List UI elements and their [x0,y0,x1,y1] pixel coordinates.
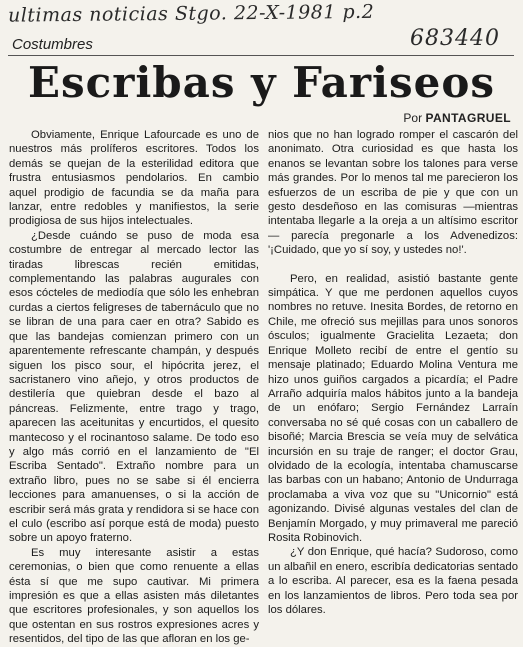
paragraph: Pero, en realidad, asistió bastante gente simpática. Y que me perdonen aquellos cuyos nombres no retuve. Inesita Bordes, de retorno en Chile, me ofreció sus mejillas para unos sonoros ósculos; igualmente Gracielita Lezaeta; don Enrique Molleto recibí de entre el gentío su mensaje platinado; Eduardo Molina Ventura me hizo unos guiños cargados a picardía; el Padre Arraño adquiría malos hábitos junto a la bandeja de un enófaro; Sergio Fernández Larraín conversaba no sé qué cosas con un caballero de bisoñé; Marcia Brescia se veía muy de selvática incursión en su traje de ranger; el doctor Grau, olvidado de la ecología, intentaba chamuscarse las barbas con un habano; Antonio de Undurraga proclamaba a viva voz que su "Unicornio" está agonizando. Divisé algunas vestales del clan de Benjamín Morgado, y muy primaveral me pareció Rosita Robinovich. [268,272,518,544]
byline-author: PANTAGRUEL [425,111,511,125]
article-column-left [9,128,259,646]
paragraph: Obviamente, Enrique Lafourcade es uno de nuestros más prolíferos escritores. Todos los demás se quejan de la esterilidad editora que frustra entusiasmos pendolarios. En cambio aquel prodigio de facundia se da maña para lanzar, entre redobles y manifiestos, la serie prodigiosa de sus hijos intelectuales. [9,129,259,228]
byline [403,111,511,125]
archive-stamp-number: 683440 [410,26,500,51]
article-column-right [268,128,518,616]
section-label: Costumbres [12,36,93,53]
paragraph: nios que no han logrado romper el cascarón del anonimato. Otra curiosidad es que hasta los enanos se levantan sobre los talones para verse más grandes. Por lo menos tal me parecieron los esfuerzos de un escriba de pie y que con un gesto desdeñoso en las comisuras —mientras intentaba llegarle a la oreja a un altísimo escritor— parecía pregonarle a los Advenedizos: '¡Cuidado, que yo sí soy, y ustedes no!'. [268,129,518,257]
handwritten-source-note: ultimas noticias Stgo. 22-X-1981 p.2 [7,0,375,27]
paragraph: ¿Y don Enrique, qué hacía? Sudoroso, como un albañil en enero, escribía dedicatorias sentado a lo escriba. Al parecer, esa es la faena pesada en los lanzamientos de libros. Pero toda sea por los dólares. [268,546,518,616]
paragraph: ¿Desde cuándo se puso de moda esa costumbre de entregar al mercado lector las tiradas librescas recién emitidas, complementando las palabras augurales con esos cócteles de mediodía que sólo les enhebran curdas a ciertos feligreses de tabernáculo que no se libran de una para caer en otra? Sabido es que las bandejas comienzan primero con un aparentemente refrescante champán, y después siguen los pisco sour, el hipócrita jerez, el sacristanero vino añejo, y otros productos de destilería que quiebran desde el bazo al páncreas. Felizmente, entre trago y trago, aparecen las aceitunitas y encurtidos, el quesito mantecoso y el rocinantoso salame. De todo eso y algo más corrió en el lanzamiento de "El Escriba Sentado". Extraño nombre para un extraño libro, pues no se sabe si él encierra lecciones para amanuenses, o si la acción de escribir será más grata y rendidora si se hace con el culo (escribo así porque está de moda) puesto sobre un apoyo fraterno. [9,229,259,545]
header-rule [8,55,514,56]
byline-prefix: Por [403,111,423,125]
article-title: Escribas y Fariseos [27,58,496,107]
paragraph: Es muy interesante asistir a estas ceremonias, o bien que como renuente a ellas ésta sí que me supo cautivar. Mi primera impresión es que a ellas asisten más diletantes que escritores profesionales, y son aquellos los que ostentan en sus rostros expresiones acres y resentidos, del tipo de las que afloran en los ge- [9,546,259,646]
